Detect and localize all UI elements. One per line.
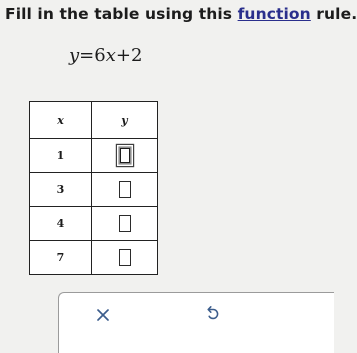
rule-operator: + [115, 45, 131, 66]
y-answer-input[interactable] [120, 148, 130, 163]
instruction-suffix: rule. [310, 5, 357, 23]
y-cell [92, 173, 158, 207]
function-rule [69, 45, 142, 66]
function-link[interactable]: function [237, 5, 311, 23]
header-y: y [92, 102, 158, 139]
x-value: 4 [30, 207, 92, 241]
instruction-prefix: Fill in the table using this [5, 5, 238, 23]
close-icon [96, 307, 110, 326]
function-table [29, 101, 158, 275]
x-value: 1 [30, 139, 92, 173]
table-row [30, 139, 158, 173]
y-cell [92, 207, 158, 241]
x-value: 3 [30, 173, 92, 207]
answer-toolbar [58, 292, 334, 353]
rule-equals: = [79, 45, 95, 66]
y-answer-input[interactable] [119, 181, 131, 198]
undo-button[interactable] [199, 303, 225, 329]
rule-coefficient: 6 [94, 45, 106, 66]
y-answer-input[interactable] [119, 215, 131, 232]
y-cell [92, 139, 158, 173]
y-answer-input[interactable] [119, 249, 131, 266]
x-value: 7 [30, 241, 92, 275]
rule-variable: x [105, 45, 116, 66]
y-cell [92, 241, 158, 275]
table-header-row [30, 102, 158, 139]
clear-button[interactable] [90, 303, 116, 329]
header-x: x [30, 102, 92, 139]
instruction-text [5, 5, 357, 23]
undo-icon [204, 305, 220, 327]
table-row [30, 207, 158, 241]
rule-lhs: y [69, 45, 80, 66]
table-row [30, 173, 158, 207]
table-row [30, 241, 158, 275]
rule-constant: 2 [130, 45, 143, 66]
